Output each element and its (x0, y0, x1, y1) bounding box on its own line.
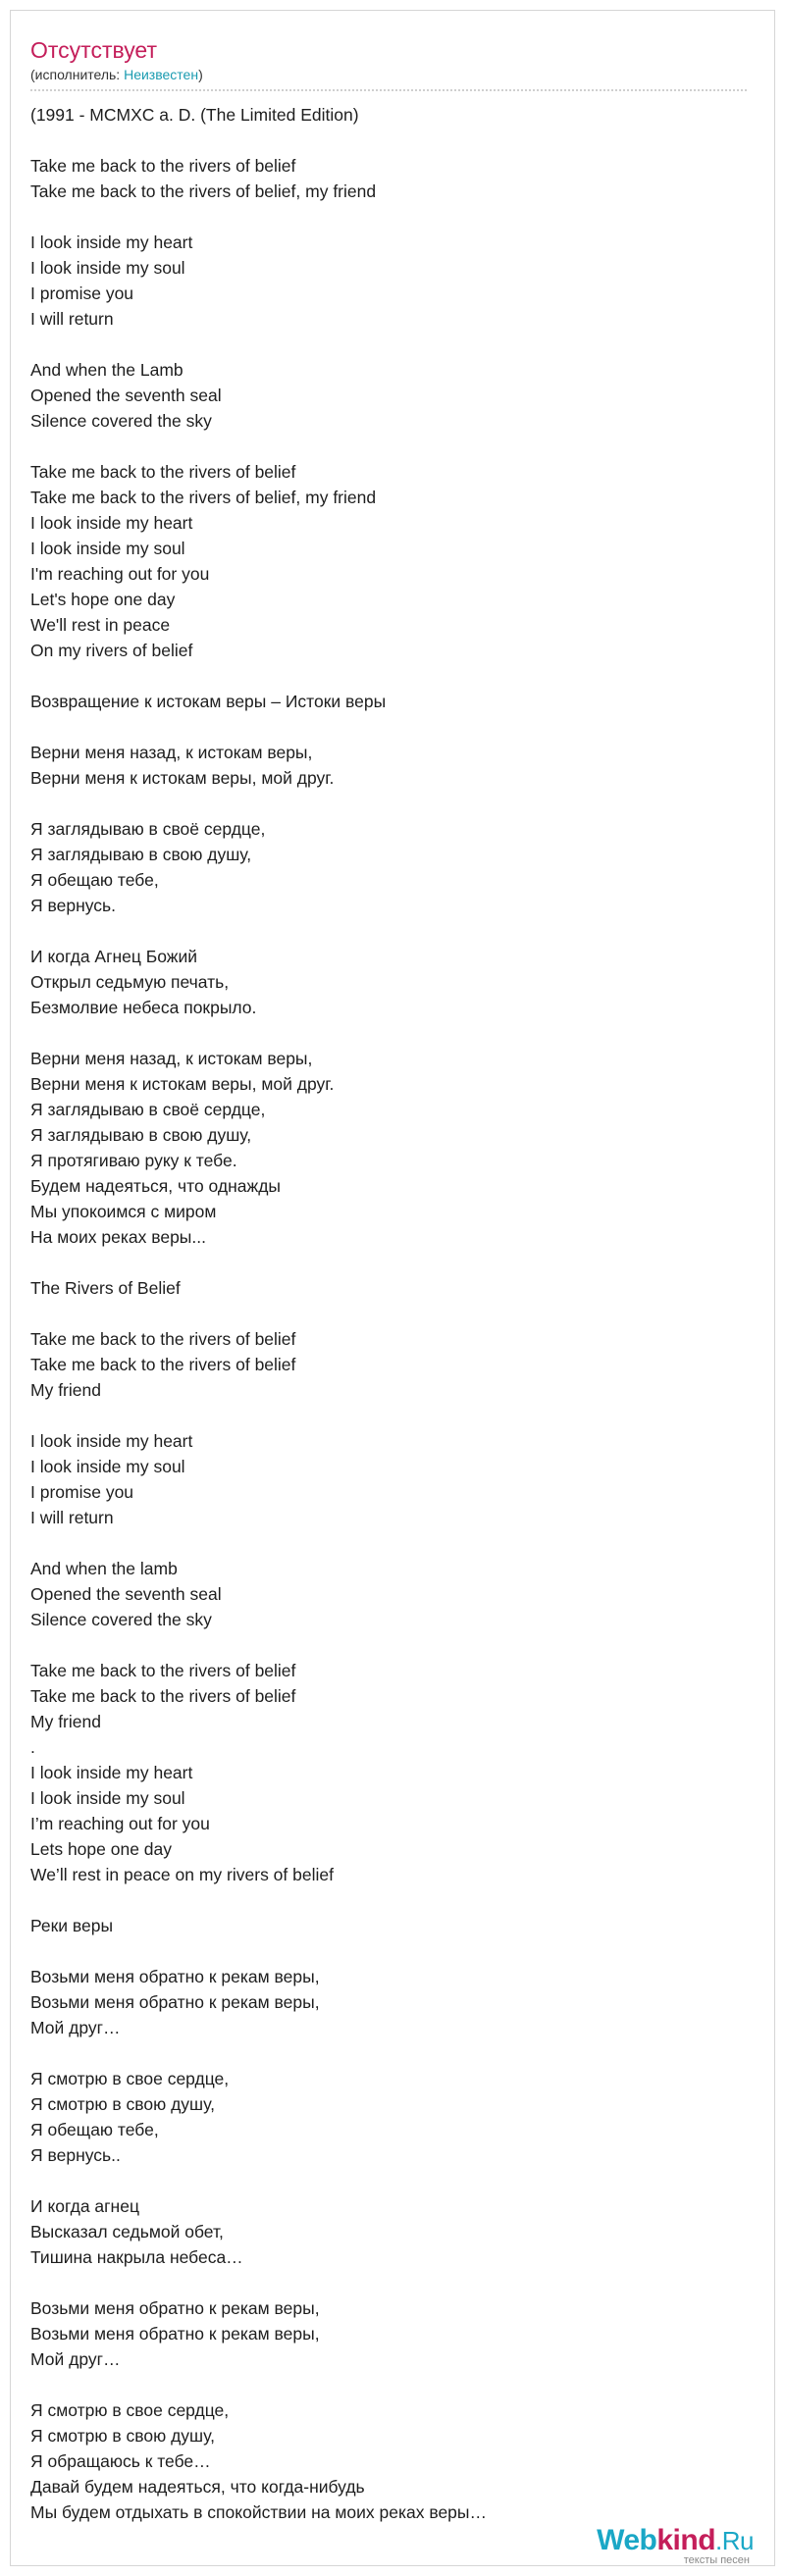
lyric-line: Silence covered the sky (30, 1610, 212, 1629)
lyric-line: I will return (30, 1508, 114, 1527)
lyric-line: I look inside my soul (30, 1788, 185, 1808)
lyric-line: Мы будем отдыхать в спокойствии на моих реках веры… (30, 2502, 487, 2522)
lyric-line: Я смотрю в свою душу, (30, 2426, 215, 2446)
lyric-blank-line (30, 1938, 757, 1964)
lyric-line: Я заглядываю в свою душу, (30, 845, 252, 864)
lyric-line: Возьми меня обратно к рекам веры, (30, 2298, 320, 2318)
lyric-line: Я смотрю в свою душу, (30, 2094, 215, 2114)
lyric-line: Будем надеяться, что однажды (30, 1176, 281, 1196)
lyric-line: На моих реках веры... (30, 1227, 206, 1247)
lyric-blank-line (30, 2040, 757, 2066)
lyric-line: Я обращаюсь к тебе… (30, 2451, 211, 2471)
lyric-line: Take me back to the rivers of belief, my friend (30, 488, 377, 507)
lyric-blank-line (30, 128, 757, 153)
lyric-line: Я обещаю тебе, (30, 2120, 159, 2139)
performer-prefix: (исполнитель: (30, 67, 125, 82)
lyric-line: Я заглядываю в своё сердце, (30, 819, 266, 839)
lyric-line: Возвращение к истокам веры – Истоки веры (30, 692, 387, 711)
lyric-blank-line (30, 2372, 757, 2397)
lyric-blank-line (30, 332, 757, 357)
song-title: Отсутствует (30, 37, 157, 63)
lyrics-text (30, 102, 757, 2525)
logo-ru: .Ru (715, 2526, 754, 2555)
lyric-line: И когда агнец (30, 2196, 139, 2216)
lyric-line: I’m reaching out for you (30, 1814, 210, 1833)
lyric-line: Я смотрю в свое сердце, (30, 2069, 230, 2088)
lyric-line: Верни меня назад, к истокам веры, (30, 1049, 313, 1068)
lyric-blank-line (30, 1403, 757, 1428)
lyric-blank-line (30, 434, 757, 459)
lyric-line: Я заглядываю в свою душу, (30, 1125, 252, 1145)
lyric-line: Безмолвие небеса покрыло. (30, 998, 257, 1017)
performer-suffix: ) (198, 67, 203, 82)
lyric-blank-line (30, 2168, 757, 2193)
lyric-line: I look inside my soul (30, 258, 185, 278)
lyric-line: My friend (30, 1380, 101, 1400)
lyric-line: Я заглядываю в своё сердце, (30, 1100, 266, 1119)
lyric-line: Мой друг… (30, 2018, 121, 2037)
lyric-line: I promise you (30, 283, 134, 303)
logo-tagline: тексты песен (683, 2554, 750, 2566)
lyric-line: We'll rest in peace (30, 615, 171, 635)
lyric-line: Я обещаю тебе, (30, 870, 159, 890)
lyric-blank-line (30, 1250, 757, 1275)
lyric-line: I will return (30, 309, 114, 329)
lyric-line: . (30, 1737, 35, 1757)
logo-web: Web (597, 2524, 657, 2556)
lyric-line: Тишина накрыла небеса… (30, 2247, 243, 2267)
lyric-blank-line (30, 1301, 757, 1326)
lyric-line: Opened the seventh seal (30, 386, 222, 405)
lyric-line: Take me back to the rivers of belief (30, 1329, 296, 1349)
lyric-blank-line (30, 204, 757, 230)
lyric-line: I'm reaching out for you (30, 564, 210, 584)
lyric-line: Я вернусь.. (30, 2145, 121, 2165)
lyric-line: Верни меня к истокам веры, мой друг. (30, 1074, 335, 1094)
lyric-blank-line (30, 714, 757, 740)
lyric-line: Реки веры (30, 1916, 114, 1935)
lyric-blank-line (30, 1530, 757, 1556)
lyric-line: Take me back to the rivers of belief (30, 1661, 296, 1680)
lyric-line: Возьми меня обратно к рекам веры, (30, 1967, 320, 1986)
lyric-line: On my rivers of belief (30, 641, 193, 660)
lyric-line: Silence covered the sky (30, 411, 212, 431)
header-divider (30, 89, 747, 91)
lyric-line: I look inside my soul (30, 1457, 185, 1476)
performer-link[interactable]: Неизвестен (124, 67, 199, 82)
lyric-line: И когда Агнец Божий (30, 947, 198, 966)
lyric-line: Открыл седьмую печать, (30, 972, 230, 992)
lyric-line: Мы упокоимся с миром (30, 1202, 217, 1221)
lyric-line: Take me back to the rivers of belief (30, 156, 296, 176)
lyric-line: Take me back to the rivers of belief, my friend (30, 181, 377, 201)
lyric-line: Я вернусь. (30, 896, 117, 915)
lyric-line: I look inside my heart (30, 1431, 193, 1451)
lyric-line: Высказал седьмой обет, (30, 2222, 224, 2241)
lyric-line: We’ll rest in peace on my rivers of belief (30, 1865, 334, 1884)
lyric-line: The Rivers of Belief (30, 1278, 181, 1298)
lyric-line: Давай будем надеяться, что когда-нибудь (30, 2477, 365, 2497)
lyric-line: Opened the seventh seal (30, 1584, 222, 1604)
lyric-blank-line (30, 2270, 757, 2295)
lyric-line: Let's hope one day (30, 590, 176, 609)
lyric-line: My friend (30, 1712, 101, 1731)
lyric-line: And when the Lamb (30, 360, 183, 380)
lyric-line: Lets hope one day (30, 1839, 173, 1859)
lyric-line: Я смотрю в свое сердце, (30, 2400, 230, 2420)
lyric-line: I look inside my heart (30, 513, 193, 533)
lyric-line: Верни меня к истокам веры, мой друг. (30, 768, 335, 788)
lyric-line: Я протягиваю руку к тебе. (30, 1151, 237, 1170)
lyric-line: I promise you (30, 1482, 134, 1502)
logo-wordmark (597, 2524, 754, 2557)
lyric-blank-line (30, 1887, 757, 1913)
lyric-line: (1991 - MCMXC a. D. (The Limited Edition) (30, 105, 359, 125)
webkind-logo[interactable] (597, 2524, 754, 2566)
performer-line (30, 66, 747, 83)
lyric-blank-line (30, 918, 757, 944)
lyric-line: I look inside my heart (30, 1763, 193, 1782)
lyric-line: Мой друг… (30, 2349, 121, 2369)
lyric-blank-line (30, 663, 757, 689)
lyric-line: Возьми меня обратно к рекам веры, (30, 1992, 320, 2012)
lyric-line: Take me back to the rivers of belief (30, 1686, 296, 1706)
logo-kind: kind (656, 2524, 716, 2556)
lyric-blank-line (30, 1632, 757, 1658)
lyric-blank-line (30, 1020, 757, 1046)
lyric-line: Возьми меня обратно к рекам веры, (30, 2324, 320, 2344)
lyric-line: I look inside my soul (30, 539, 185, 558)
lyric-line: Take me back to the rivers of belief (30, 462, 296, 482)
lyric-line: And when the lamb (30, 1559, 178, 1578)
lyric-line: Take me back to the rivers of belief (30, 1355, 296, 1374)
song-header (30, 36, 747, 83)
lyric-line: Верни меня назад, к истокам веры, (30, 743, 313, 762)
lyric-blank-line (30, 791, 757, 816)
lyric-line: I look inside my heart (30, 232, 193, 252)
